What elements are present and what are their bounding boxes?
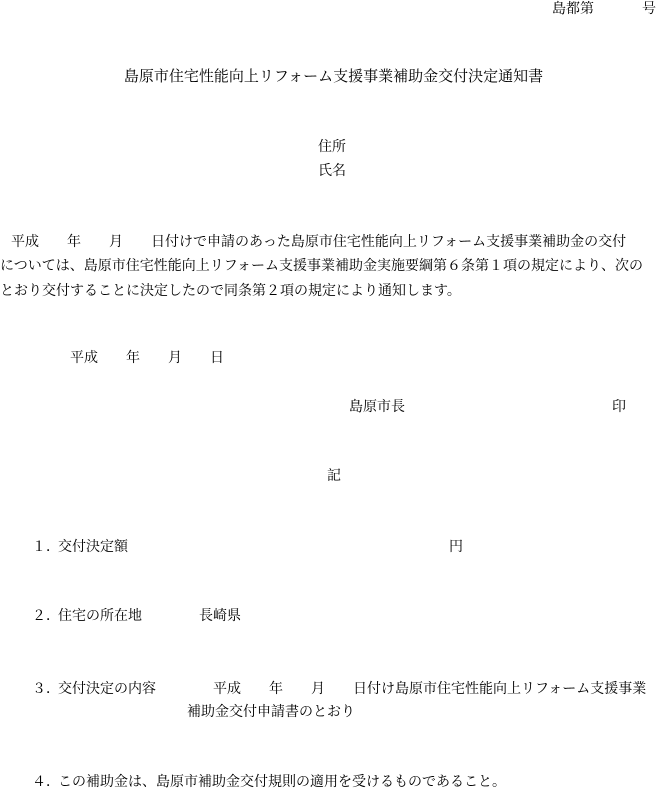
issue-date: 平成 年 月 日 <box>70 350 224 366</box>
item-3 <box>32 680 646 698</box>
item-3-label: 交付決定の内容 <box>58 681 156 697</box>
item-4-number: ４． <box>32 774 60 790</box>
document-title: 島原市住宅性能向上リフォーム支援事業補助金交付決定通知書 <box>123 67 544 85</box>
issuer-title: 島原市長 <box>349 399 405 415</box>
item-2-label: 住宅の所在地 <box>58 608 142 624</box>
item-3-value-line-2: 補助金交付申請書のとおり <box>187 704 355 720</box>
seal-mark: 印 <box>612 399 626 415</box>
item-2-number: ２． <box>32 608 60 624</box>
document-number-prefix: 島都第 <box>552 1 594 17</box>
item-1-label: 交付決定額 <box>58 539 128 555</box>
item-4 <box>32 773 506 791</box>
document-number-suffix: 号 <box>642 1 656 17</box>
item-3-value-line-1: 平成 年 月 日付け島原市住宅性能向上リフォーム支援事業 <box>213 681 647 697</box>
item-1 <box>32 538 128 556</box>
item-4-text: この補助金は、島原市補助金交付規則の適用を受けるものであること。 <box>58 774 506 790</box>
body-text-line-3: とおり交付することに決定したので同条第２項の規定により通知します。 <box>0 283 461 299</box>
addressee-address-label: 住所 <box>318 139 346 155</box>
item-2-value: 長崎県 <box>199 608 241 624</box>
body-text-line-2: については、島原市住宅性能向上リフォーム支援事業補助金実施要綱第６条第１項の規定により、次の <box>0 258 644 274</box>
ki-heading: 記 <box>327 468 341 484</box>
body-text-line-1: 平成 年 月 日付けで申請のあった島原市住宅性能向上リフォーム支援事業補助金の交付 <box>11 234 627 250</box>
item-2 <box>32 607 241 625</box>
item-3-number: ３． <box>32 681 60 697</box>
addressee-name-label: 氏名 <box>318 163 346 179</box>
item-1-unit: 円 <box>449 539 463 555</box>
item-1-number: １． <box>32 539 60 555</box>
document-number <box>552 0 656 18</box>
